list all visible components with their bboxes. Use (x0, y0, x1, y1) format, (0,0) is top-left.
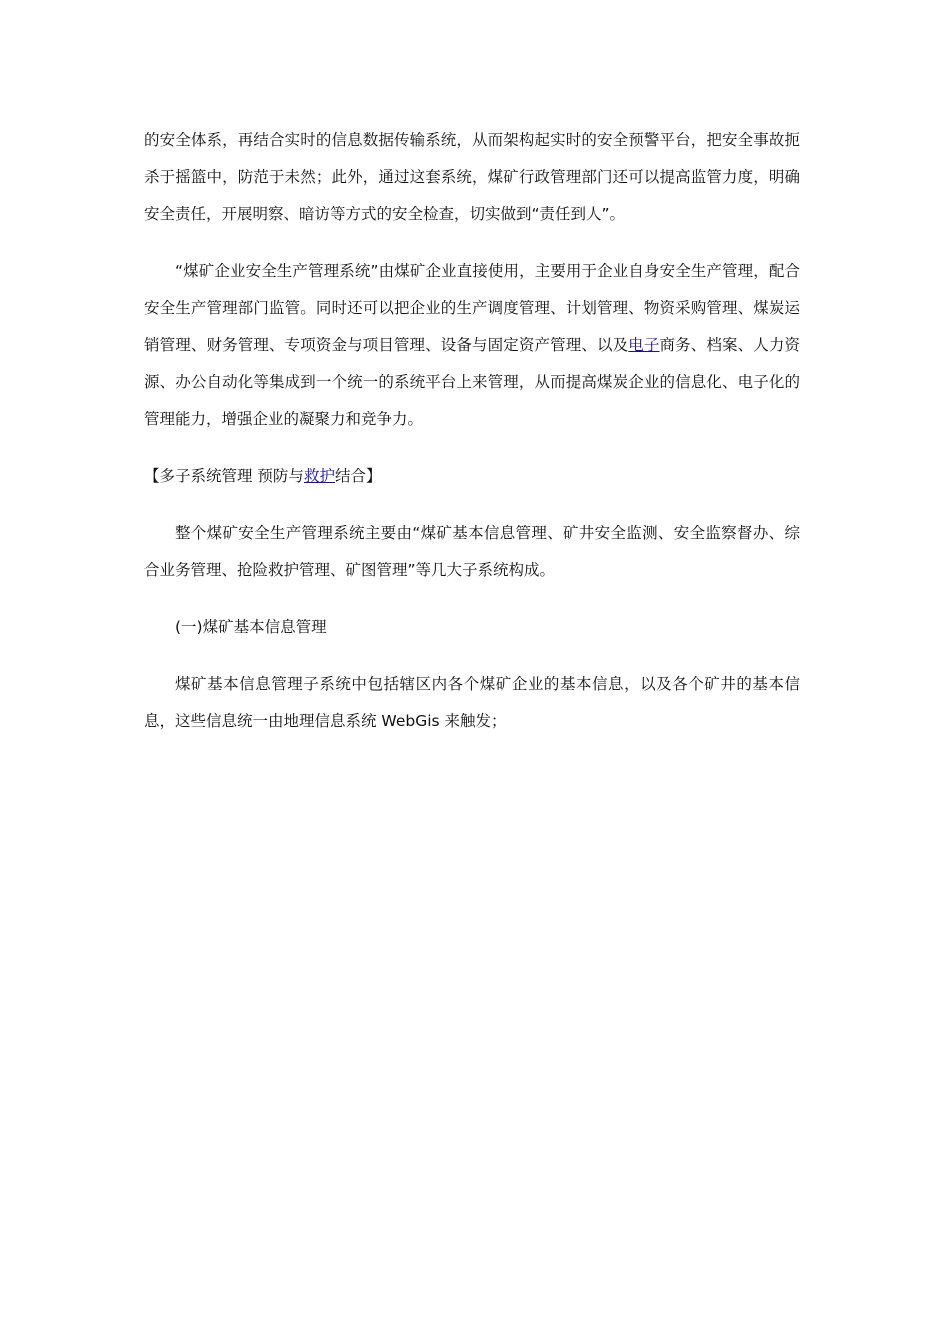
link-electronic[interactable]: 电子 (628, 336, 660, 354)
subheading-basic-info: (一)煤矿基本信息管理 (175, 618, 327, 636)
paragraph-basic-info: 煤矿基本信息管理子系统中包括辖区内各个煤矿企业的基本信息，以及各个矿井的基本信息，这些信息统一由地理信息系统 WebGis 来触发； (144, 675, 800, 730)
heading-text-after-link: 结合】 (334, 467, 382, 485)
paragraph-subsystems: 整个煤矿安全生产管理系统主要由“煤矿基本信息管理、矿井安全监测、安全监察督办、综合业务管理、抢险救护管理、矿图管理”等几大子系统构成。 (144, 524, 800, 579)
link-rescue[interactable]: 救护 (303, 467, 335, 485)
document-body (144, 122, 800, 740)
paragraph-text-before-link: “煤矿企业安全生产管理系统”由煤矿企业直接使用，主要用于企业自身安全生产管理，配合安全生产管理部门监管。同时还可以把企业的生产调度管理、计划管理、物资采购管理、煤炭运销管理、财务管理、专项资金与项目管理、设备与固定资产管理、以及 (144, 262, 800, 354)
paragraph-text-after-link: 商务、档案、人力资源、办公自动化等集成到一个统一的系统平台上来管理，从而提高煤炭企业的信息化、电子化的管理能力，增强企业的凝聚力和竞争力。 (144, 336, 800, 428)
heading-text-before-link: 【多子系统管理 预防与 (144, 467, 304, 485)
section-heading (144, 458, 800, 495)
paragraph-enterprise-system (144, 253, 800, 438)
paragraph-safety-system: 的安全体系，再结合实时的信息数据传输系统，从而架构起实时的安全预警平台，把安全事故扼杀于摇篮中，防范于未然；此外，通过这套系统，煤矿行政管理部门还可以提高监管力度，明确安全责任，开展明察、暗访等方式的安全检查，切实做到“责任到人”。 (144, 131, 800, 223)
